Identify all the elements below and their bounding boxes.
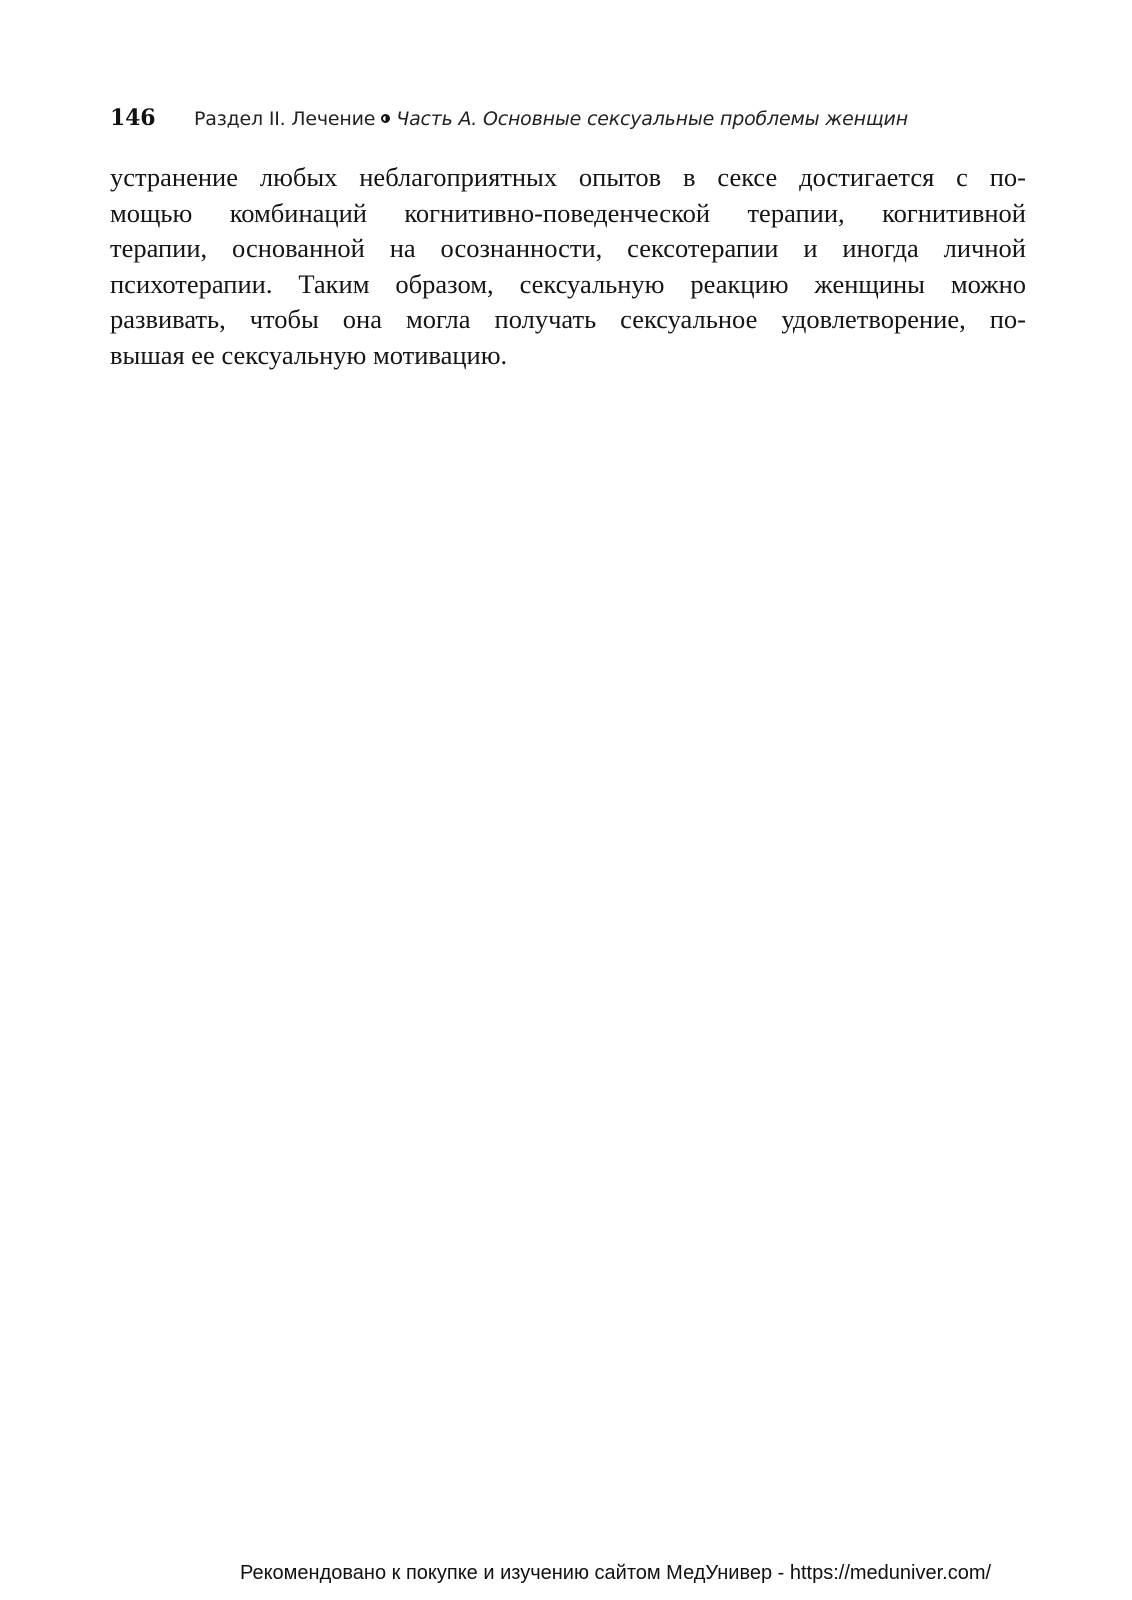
part-title: Часть А. Основные сексуальные проблемы женщин [396, 108, 908, 130]
running-header [110, 100, 1030, 136]
body-line: развивать, чтобы она могла получать сексуальное удовлетворение, по- [110, 304, 1026, 334]
body-line: психотерапии. Таким образом, сексуальную реакцию женщины можно [110, 268, 1026, 299]
page-number: 146 [110, 105, 156, 131]
body-line: устранение любых неблагоприятных опытов в сексе достигается с по- [110, 162, 1026, 192]
half-filled-circle-icon [381, 114, 390, 123]
body-line: мощью комбинаций когнитивно-поведенческой терапии, когнитивной [110, 197, 1026, 228]
body-line: терапии, основанной на осознанности, сексотерапии и иногда личной [110, 233, 1026, 263]
footer-recommendation-note: Рекомендовано к покупке и изучению сайтом МедУнивер - https://meduniver.com/ [240, 1562, 992, 1584]
body-line: вышая ее сексуальную мотивацию. [110, 339, 508, 370]
body-paragraph [110, 160, 1026, 373]
section-title: Раздел II. Лечение [194, 108, 376, 130]
